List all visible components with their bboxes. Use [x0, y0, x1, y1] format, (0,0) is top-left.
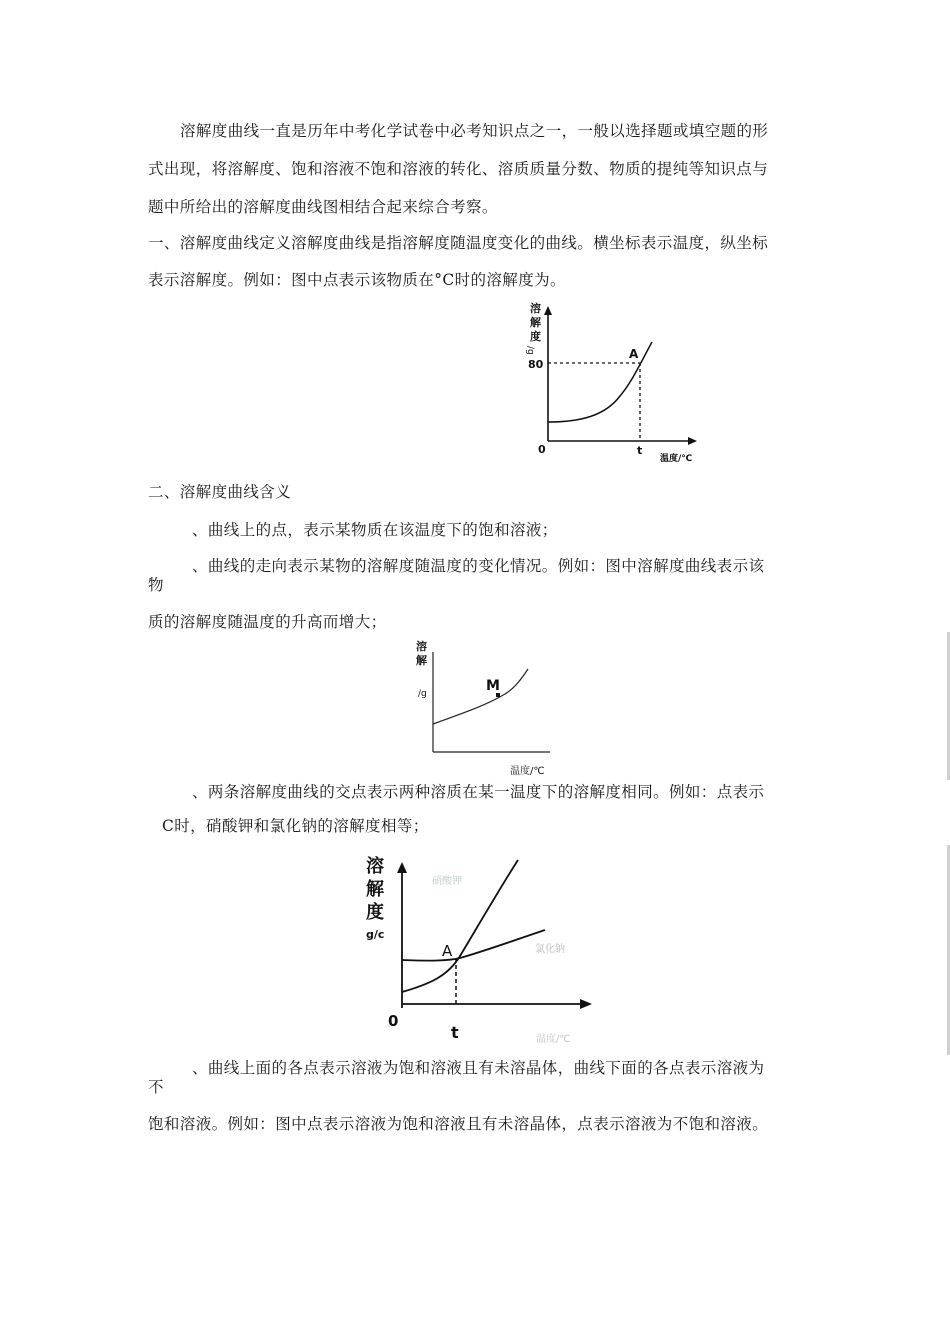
fig3-point-label: A: [442, 942, 453, 960]
fig1-x-tick: t: [637, 444, 643, 457]
definition-line-1: 一、溶解度曲线定义溶解度曲线是指溶解度随温度变化的曲线。横坐标表示温度，纵坐标: [148, 234, 769, 252]
fig3-x-tick: t: [451, 1023, 459, 1042]
figure-1-solubility-curve: [520, 298, 710, 468]
item-3-line-2: C时，硝酸钾和氯化钠的溶解度相等；: [162, 817, 429, 835]
item-4-line-3: 饱和溶液。例如：图中点表示溶液为饱和溶液且有未溶晶体，点表示溶液为不饱和溶液。: [148, 1115, 769, 1133]
fig3-x-arrow: [580, 999, 592, 1009]
fig2-y-label-1: 溶: [416, 640, 427, 653]
item-4-line-1: 、曲线上面的各点表示溶液为饱和溶液且有未溶晶体，曲线下面的各点表示溶液为: [192, 1059, 765, 1077]
item-2-line-3: 质的溶解度随温度的升高而增大；: [148, 613, 387, 631]
item-1: 、曲线上的点，表示某物质在该温度下的饱和溶液；: [192, 521, 558, 539]
fig1-origin: 0: [538, 443, 546, 456]
fig3-x-label: 温度/℃: [536, 1034, 571, 1045]
intro-line-2: 式出现，将溶解度、饱和溶液不饱和溶液的转化、溶质质量分数、物质的提纯等知识点与: [148, 160, 769, 178]
fig2-curve: [433, 669, 528, 724]
intro-line-3: 题中所给出的溶解度曲线图相结合起来综合考察。: [148, 198, 498, 216]
section-2-heading: 二、溶解度曲线含义: [148, 483, 292, 501]
fig3-curve-label-top: 硝酸钾: [432, 876, 462, 887]
item-2-line-2: 物: [148, 576, 164, 594]
intro-line-1: 溶解度曲线一直是历年中考化学试卷中必考知识点之一，一般以选择题或填空题的形: [180, 122, 769, 140]
fig1-x-arrow: [688, 437, 697, 445]
fig2-x-label: 温度/℃: [510, 766, 545, 777]
fig3-y-arrow: [397, 862, 407, 873]
figure-3-intersection: [360, 848, 620, 1048]
fig3-y-label-2: 解: [366, 879, 384, 900]
fig1-y-tick: 80: [528, 358, 544, 371]
item-2-line-1: 、曲线的走向表示某物的溶解度随温度的变化情况。例如：图中溶解度曲线表示该: [192, 557, 765, 575]
item-4-line-2: 不: [148, 1078, 164, 1096]
fig3-y-label-1: 溶: [366, 856, 384, 877]
fig2-point-label: M: [486, 678, 500, 694]
fig3-y-label-4: g/c: [366, 928, 385, 941]
fig3-y-label-3: 度: [366, 902, 384, 923]
fig1-point-label: A: [629, 347, 639, 361]
fig1-y-label-3: 度: [530, 330, 541, 343]
fig2-y-label-2: 解: [416, 654, 427, 667]
fig2-y-label-3: /g: [418, 689, 427, 699]
fig1-y-label-4: /g: [525, 346, 535, 355]
figure-2-solubility-trend: [410, 634, 580, 780]
fig1-y-label-2: 解: [530, 316, 541, 329]
fig1-x-label: 温度/℃: [660, 454, 693, 464]
fig3-origin: 0: [388, 1012, 399, 1030]
fig1-y-label-1: 溶: [530, 302, 541, 315]
fig3-curve-label-mid: 氯化钠: [535, 944, 565, 955]
item-3-line-1: 、两条溶解度曲线的交点表示两种溶质在某一温度下的溶解度相同。例如：点表示: [192, 783, 765, 801]
fig1-y-arrow: [544, 306, 552, 315]
definition-line-2: 表示溶解度。例如：图中点表示该物质在°C时的溶解度为。: [148, 271, 566, 289]
